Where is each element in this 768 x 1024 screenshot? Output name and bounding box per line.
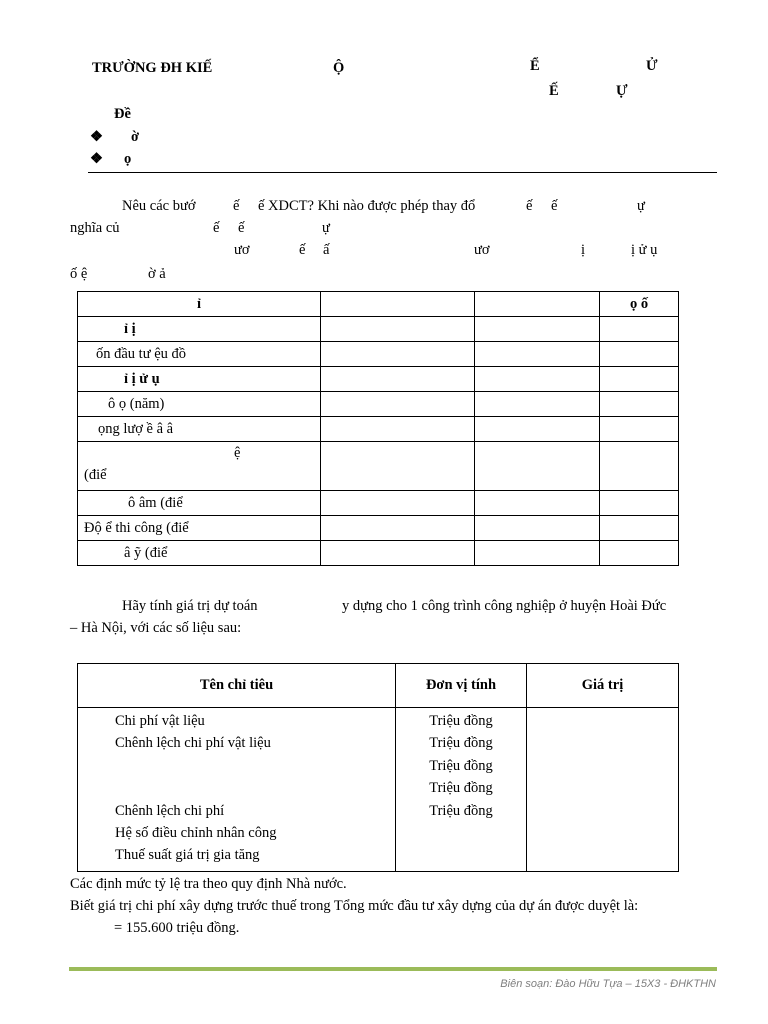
table-row-label [78, 442, 321, 491]
note-text: Các định mức tỷ lệ tra theo quy định Nhà nước. [70, 876, 347, 892]
unit-value: Triệu đồng [429, 780, 493, 797]
question1-text: ế [299, 242, 306, 258]
table-cell [600, 317, 679, 342]
table-row-label: Độ ể thi công (điể [78, 516, 321, 541]
table-cell-names [78, 708, 396, 872]
table-row [78, 367, 679, 392]
note-text: Biết giá trị chi phí xây dựng trước thuế trong Tổng mức đầu tư xây dựng của dự án được duyệt là: [70, 898, 639, 914]
table-row-label: ọng lượ ề â â [78, 417, 321, 442]
header-fragment: Ộ [333, 60, 345, 76]
table-row-label: ỉ ị [78, 317, 321, 342]
table-row [78, 491, 679, 516]
question1-text: ế [213, 220, 220, 236]
footer-credit: Biên soạn: Đào Hữu Tựa – 15X3 - ĐHKTHN [500, 978, 716, 990]
table-row-label-line: (điể [84, 467, 107, 483]
bullet-text: ọ [124, 151, 132, 167]
question1-text: ế [526, 198, 533, 214]
table-row-label: â ỹ (điể [78, 541, 321, 566]
table-cell [475, 342, 600, 367]
question1-text: ị [581, 242, 586, 258]
table-cell [475, 367, 600, 392]
question1-text: ố ệ [70, 266, 88, 282]
table-row-label-line: ệ [234, 445, 241, 461]
table-cell [600, 541, 679, 566]
question1-text: ươ [234, 242, 250, 258]
table-cell [321, 516, 475, 541]
question1-text: nghĩa củ [70, 220, 120, 236]
question2-text: – Hà Nội, với các số liệu sau: [70, 620, 242, 636]
unit-value: Triệu đồng [429, 757, 493, 774]
table-cell [600, 342, 679, 367]
table-cell [475, 541, 600, 566]
question1-text: ế XDCT? Khi nào được phép thay đổ [258, 198, 476, 214]
table-cell [321, 541, 475, 566]
unit-value: Triệu đồng [429, 713, 493, 729]
question2-text: y dựng cho 1 công trình công nghiệp ở huyện Hoài Đức [342, 598, 667, 614]
bullet-icon: ❖ [90, 151, 103, 167]
table-cell [475, 442, 600, 491]
table-cell [475, 417, 600, 442]
table-header-row [78, 664, 679, 708]
question1-text: ị ử ụ [631, 242, 658, 258]
indicator-name: Chi phí vật liệu [115, 713, 205, 729]
table-cell-units [396, 708, 527, 872]
table-row-label: ỉ ị ử ụ [78, 367, 321, 392]
footer-divider [69, 967, 717, 971]
table-row [78, 442, 679, 491]
table-row-label: ô âm (điể [78, 491, 321, 516]
header-fragment: Ự [616, 83, 628, 99]
unit-value: Triệu đồng [429, 802, 493, 819]
comparison-table [77, 291, 679, 566]
table-header-cell: Đơn vị tính [396, 664, 527, 708]
table-cell [321, 292, 475, 317]
table-row [78, 516, 679, 541]
header-fragment: Ế [549, 83, 559, 99]
table-cell [475, 491, 600, 516]
table-header-row [78, 292, 679, 317]
question1-text: Nêu các bướ [122, 198, 196, 214]
table-row [78, 392, 679, 417]
bullet-text: ờ [131, 129, 140, 145]
table-cell [600, 516, 679, 541]
table-cell [321, 417, 475, 442]
header-fragment: Ử [646, 58, 658, 74]
school-name: TRƯỜNG ĐH KIẾ [92, 60, 213, 76]
table-cell [475, 392, 600, 417]
question2-text: Hãy tính giá trị dự toán [122, 598, 258, 614]
table-cell [475, 292, 600, 317]
table-row [78, 708, 679, 872]
cost-data-table [77, 663, 679, 872]
table-header-cell: Giá trị [527, 664, 679, 708]
bullet-icon: ❖ [90, 129, 103, 145]
question1-text: ấ [323, 242, 330, 258]
table-cell [321, 317, 475, 342]
question1-text: ế [233, 198, 240, 214]
indicator-name: Hệ số điều chỉnh nhân công [115, 825, 277, 841]
table-row [78, 317, 679, 342]
indicator-name: Chênh lệch chi phí [115, 802, 225, 819]
table-cell [600, 491, 679, 516]
table-cell [321, 367, 475, 392]
table-cell [475, 516, 600, 541]
question1-text: ờ ả [148, 266, 166, 282]
table-cell [600, 392, 679, 417]
question1-text: ự [637, 198, 645, 214]
table-header-cell: ọ ố [600, 292, 679, 317]
table-header-cell: Tên chỉ tiêu [78, 664, 396, 708]
indicator-name: Thuế suất giá trị gia tăng [115, 847, 260, 864]
table-row-label: ốn đầu tư ệu đồ [78, 342, 321, 367]
question1-text: ươ [474, 242, 490, 258]
table-row-label: ô ọ (năm) [78, 392, 321, 417]
table-cell [321, 442, 475, 491]
question1-text: ế [238, 220, 245, 236]
table-cell [600, 417, 679, 442]
header-divider [88, 172, 717, 173]
table-cell [600, 442, 679, 491]
exam-label: Đề [114, 106, 131, 122]
unit-value: Triệu đồng [429, 735, 493, 752]
table-cell-values [527, 708, 679, 872]
table-cell [321, 392, 475, 417]
table-cell [600, 367, 679, 392]
table-cell [321, 342, 475, 367]
table-row [78, 417, 679, 442]
question1-text: ự [322, 220, 330, 236]
header-fragment: Ể [530, 58, 540, 74]
indicator-name: Chênh lệch chi phí vật liệu [115, 735, 271, 752]
table-cell [475, 317, 600, 342]
table-header-cell: ỉ [78, 292, 321, 317]
indicator-name [115, 755, 389, 777]
question1-text: ế [551, 198, 558, 214]
table-row [78, 541, 679, 566]
table-cell [321, 491, 475, 516]
indicator-name [115, 777, 389, 799]
note-text: = 155.600 triệu đồng. [114, 920, 240, 936]
table-row [78, 342, 679, 367]
